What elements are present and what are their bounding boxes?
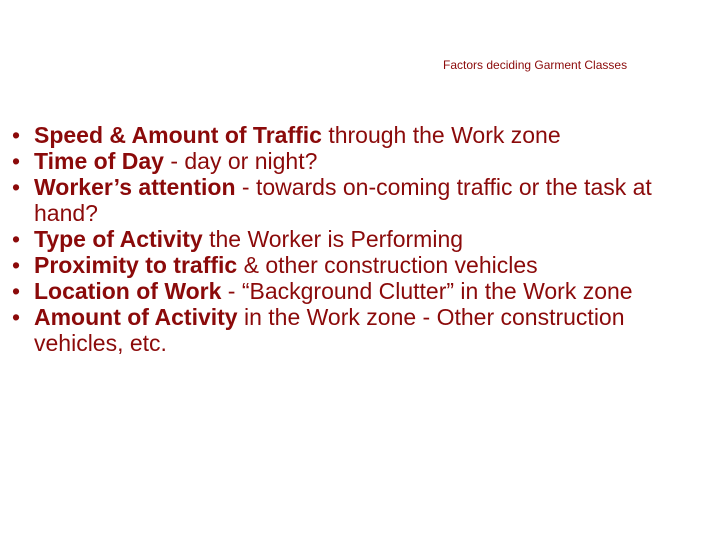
bullet-bold-text: Speed & Amount of Traffic	[34, 122, 322, 148]
bullet-item	[12, 304, 712, 356]
bullet-bold-text: Worker’s attention	[34, 174, 236, 200]
bullet-bold-text: Type of Activity	[34, 226, 203, 252]
bullet-bold-text: Proximity to traffic	[34, 252, 238, 278]
bullet-bold-text: Location of Work	[34, 278, 222, 304]
bullet-icon: •	[12, 304, 21, 330]
bullet-rest-text: - towards on-coming traffic or the task at hand?	[34, 174, 652, 226]
bullet-item	[12, 252, 712, 278]
bullet-icon: •	[12, 252, 21, 278]
bullet-rest-text: through the Work zone	[321, 122, 561, 148]
bullet-icon: •	[12, 226, 21, 252]
slide-title: Factors deciding Garment Classes	[443, 58, 628, 72]
bullet-rest-text: in the Work zone - Other construction vehicles, etc.	[34, 304, 625, 356]
bullet-item	[12, 122, 712, 148]
bullet-bold-text: Amount of Activity	[34, 304, 238, 330]
bullet-item	[12, 278, 712, 304]
bullet-rest-text: the Worker is Performing	[202, 226, 464, 252]
bullet-icon: •	[12, 122, 21, 148]
bullet-bold-text: Time of Day	[34, 148, 164, 174]
bullet-rest-text: & other construction vehicles	[237, 252, 538, 278]
bullet-icon: •	[12, 148, 21, 174]
bullet-icon: •	[12, 278, 21, 304]
bullet-list	[12, 122, 712, 356]
bullet-rest-text: - “Background Clutter” in the Work zone	[221, 278, 633, 304]
bullet-item	[12, 174, 712, 226]
bullet-rest-text: - day or night?	[163, 148, 318, 174]
bullet-item	[12, 148, 712, 174]
bullet-item	[12, 226, 712, 252]
bullet-icon: •	[12, 174, 21, 200]
